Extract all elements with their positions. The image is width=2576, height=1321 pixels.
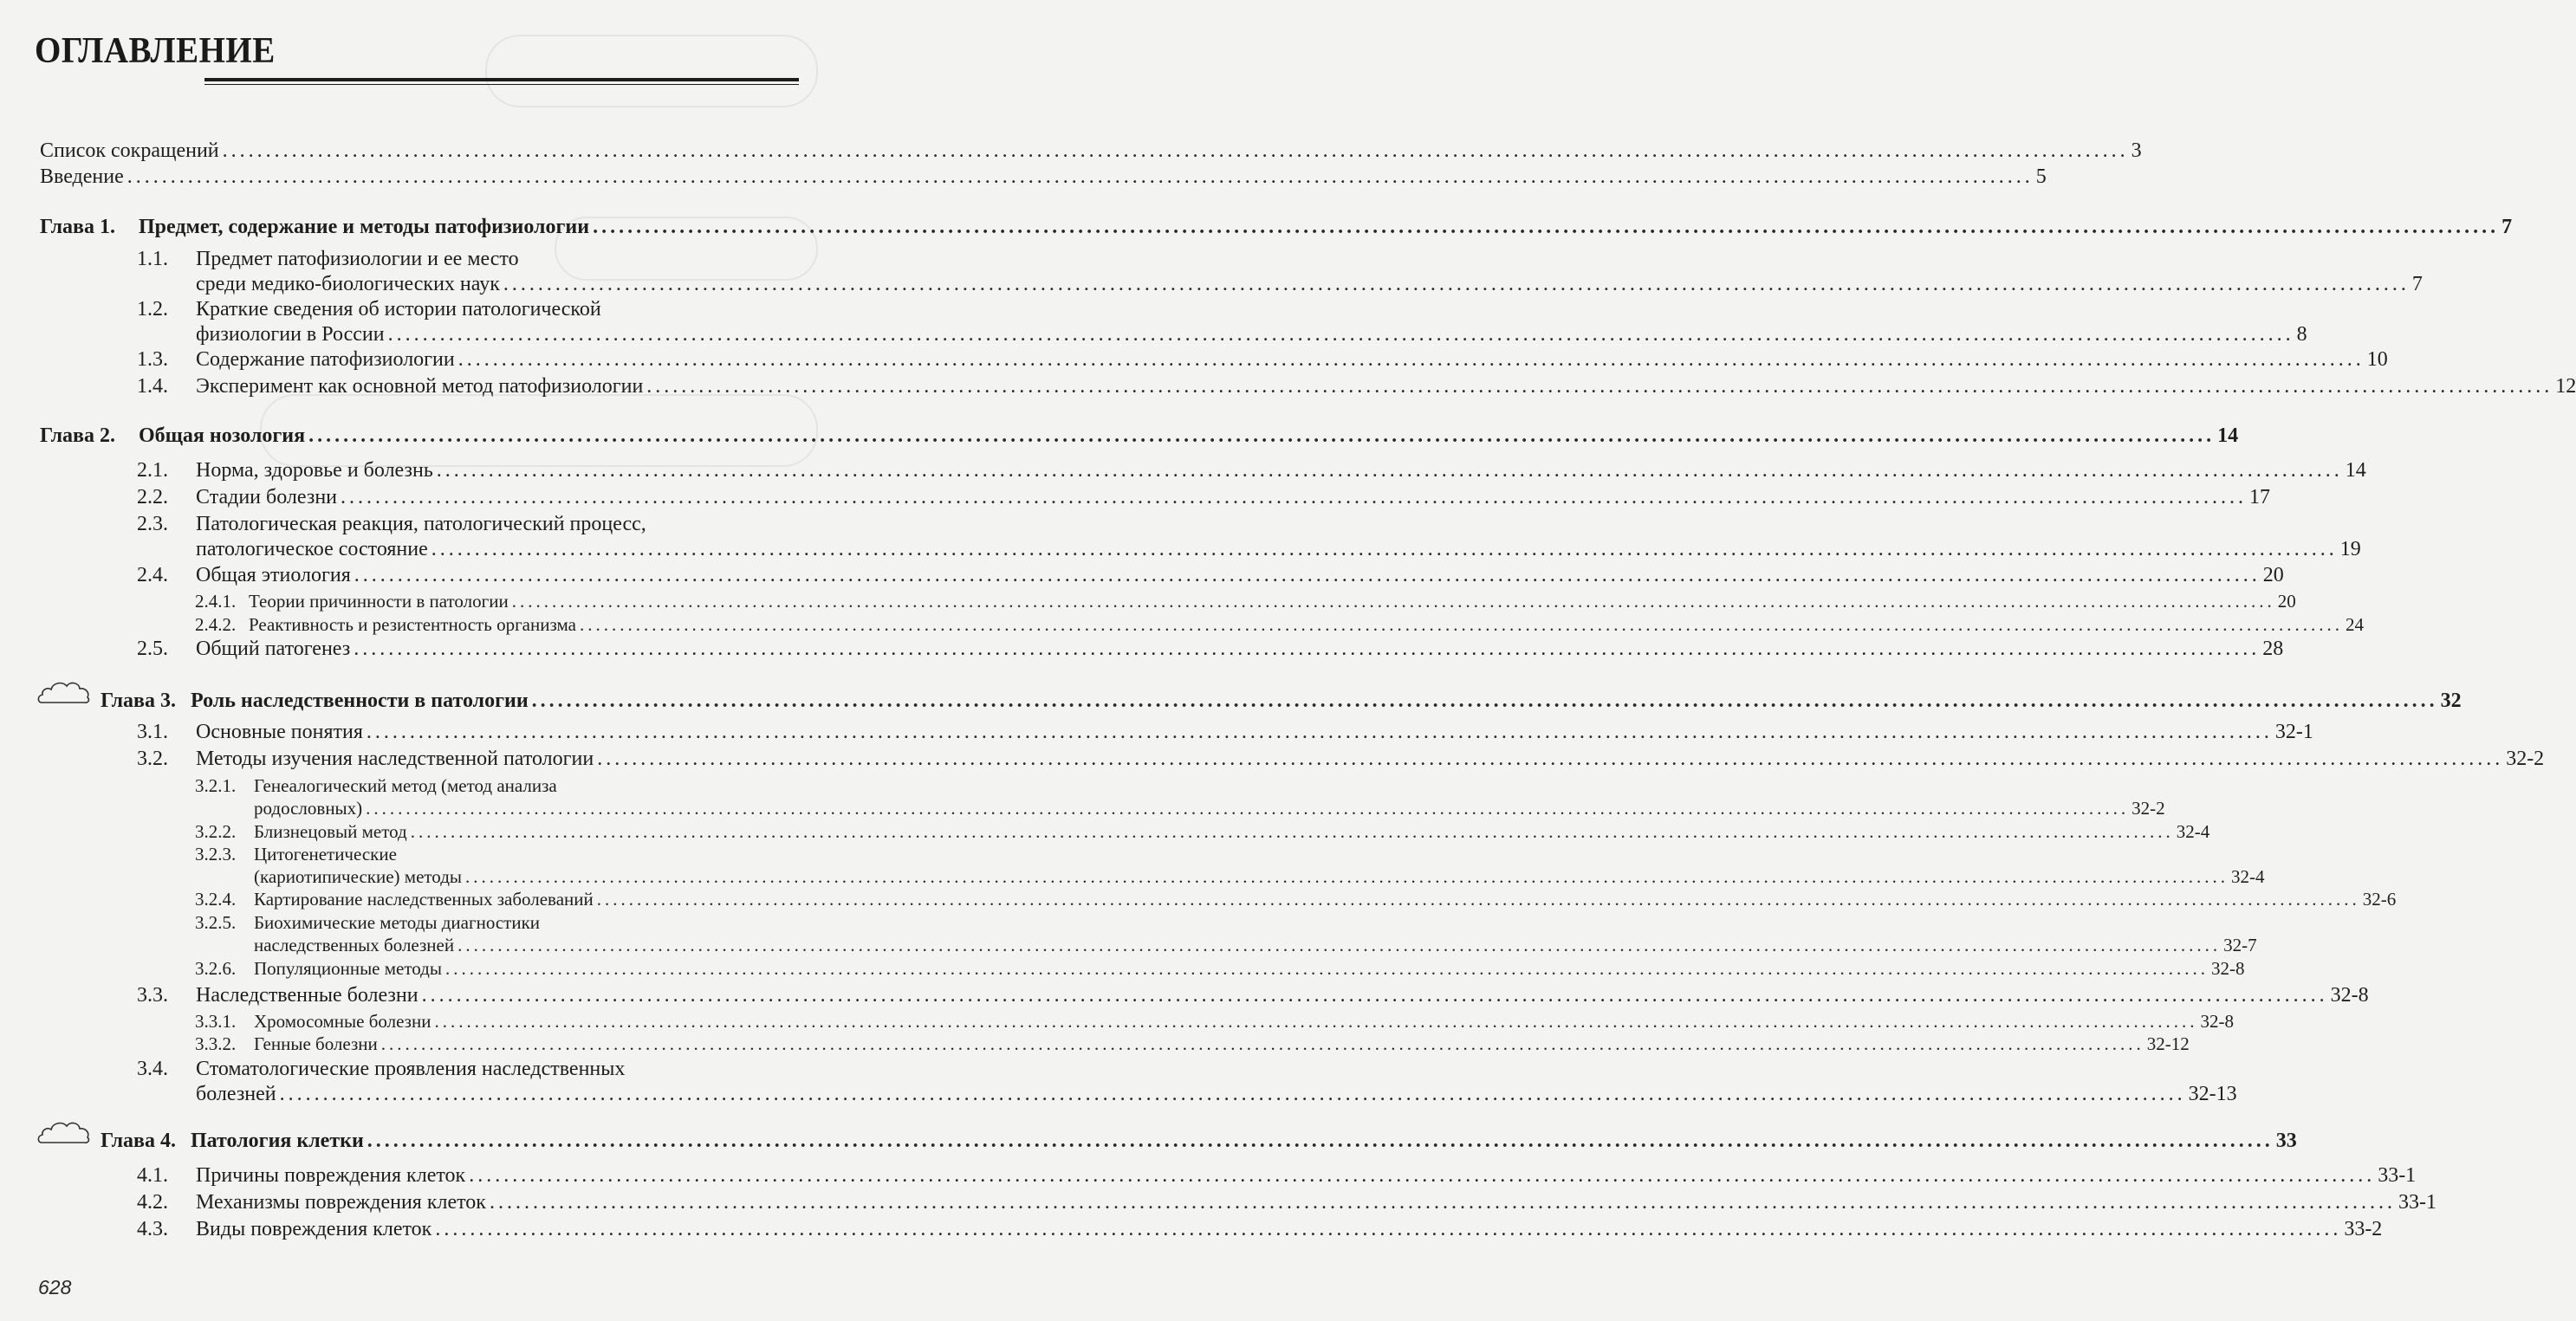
entry-page: 32-6 <box>2362 889 2397 910</box>
entry-title-line <box>196 983 2369 1007</box>
leader-dots: ............................................................................................................................................................................................................................ <box>596 889 2360 910</box>
entry-title-continuation: родословных) <box>254 798 363 819</box>
section-number: 4.2. <box>137 1191 168 1214</box>
entry-page: 5 <box>2035 165 2047 188</box>
section-number: 3.2.6. <box>195 958 237 979</box>
entry-title: Общая этиология <box>196 564 351 586</box>
entry-title-line <box>196 1217 2383 1241</box>
entry-title: Методы изучения наследственной патологии <box>196 748 594 770</box>
chapter-label: Глава 3. <box>101 690 176 712</box>
entry-page: 32-12 <box>2146 1033 2190 1054</box>
chapter-label: Глава 4. <box>101 1130 176 1152</box>
toc-entry[interactable] <box>0 1055 829 1081</box>
entry-page: 3 <box>2131 139 2142 162</box>
entry-title: Генные болезни <box>254 1033 378 1054</box>
leader-dots: ............................................................................................................................................................................................................................ <box>464 866 2229 887</box>
entry-page: 32-8 <box>2200 1011 2234 1032</box>
toc-entry-continuation <box>0 864 2265 888</box>
leader-dots: ............................................................................................................................................................................................................................ <box>579 614 2343 635</box>
toc-entry[interactable] <box>0 483 2271 509</box>
leader-dots: ............................................................................................................................................................................................................................ <box>434 1011 2198 1032</box>
section-number: 3.2.2. <box>195 821 237 842</box>
toc-entry[interactable] <box>0 956 2245 980</box>
entry-title: Список сокращений <box>40 139 219 162</box>
toc-entry[interactable] <box>0 245 829 271</box>
leader-dots: ............................................................................................................................................................................................................................ <box>366 721 2273 743</box>
entry-title-continuation: наследственных болезней <box>254 935 455 955</box>
entry-title-line <box>254 935 2257 956</box>
entry-page: 32-2 <box>2506 748 2545 770</box>
entry-title-line <box>254 866 2265 888</box>
toc-entry-continuation <box>0 796 2165 819</box>
entry-title: Цитогенетические <box>254 844 397 864</box>
entry-title: Общий патогенез <box>196 638 351 660</box>
section-number: 3.2.4. <box>195 889 237 910</box>
entry-title-continuation: физиологии в России <box>196 323 385 346</box>
entry-page: 7 <box>2501 216 2513 238</box>
entry-title-line <box>196 720 2313 744</box>
entry-title: Генеалогический метод (метод анализа <box>254 775 557 796</box>
entry-title: Патология клетки <box>191 1130 364 1152</box>
section-number: 2.4.1. <box>195 591 237 612</box>
toc-entry[interactable] <box>0 718 2313 744</box>
toc-entry-continuation <box>0 1080 2237 1106</box>
toc-entry[interactable] <box>0 612 2364 636</box>
toc-entry[interactable] <box>0 842 829 865</box>
entry-title-line <box>196 537 2361 561</box>
entry-title: Предмет патофизиологии и ее место <box>196 248 519 270</box>
entry-page: 32-8 <box>2210 958 2245 979</box>
toc-entry[interactable] <box>0 1215 2383 1241</box>
entry-title: Стоматологические проявления наследственных <box>196 1058 626 1080</box>
entry-page: 10 <box>2366 348 2388 371</box>
entry-title-continuation: среди медико-биологических наук <box>196 273 500 295</box>
leader-dots: ............................................................................................................................................................................................................................ <box>593 216 2500 238</box>
entry-title-line <box>191 1129 2297 1153</box>
toc-entry[interactable] <box>0 163 2047 189</box>
entry-title-line <box>196 1190 2436 1214</box>
entry-title-line <box>254 889 2397 910</box>
leader-dots: ............................................................................................................................................................................................................................ <box>366 798 2130 819</box>
section-number: 2.5. <box>137 638 168 660</box>
entry-title-line <box>196 347 2388 372</box>
entry-page: 19 <box>2339 538 2361 560</box>
section-number: 2.2. <box>137 486 168 508</box>
chapter-entry[interactable] <box>0 422 2239 448</box>
entry-title: Наследственные болезни <box>196 984 419 1007</box>
toc-entry[interactable] <box>0 1032 2190 1055</box>
section-number: 3.4. <box>137 1058 168 1080</box>
leader-dots: ............................................................................................................................................................................................................................ <box>410 821 2174 842</box>
entry-title-continuation: (кариотипические) методы <box>254 866 462 887</box>
entry-title-line <box>139 424 2239 448</box>
entry-title-continuation: болезней <box>196 1083 276 1105</box>
entry-title: Механизмы повреждения клеток <box>196 1191 486 1214</box>
leader-dots: ............................................................................................................................................................................................................................ <box>489 1191 2396 1214</box>
section-number: 1.2. <box>137 298 168 321</box>
entry-title-line <box>139 215 2513 239</box>
entry-page: 14 <box>2345 459 2366 482</box>
entry-title: Хромосомные болезни <box>254 1011 431 1032</box>
leader-dots: ............................................................................................................................................................................................................................ <box>341 486 2248 508</box>
entry-title: Норма, здоровье и болезнь <box>196 459 433 482</box>
entry-page: 33 <box>2275 1130 2297 1152</box>
section-number: 3.3.2. <box>195 1033 237 1054</box>
section-number: 1.3. <box>137 348 168 371</box>
bleed-through-mark <box>485 35 818 107</box>
entry-title-line <box>196 1163 2417 1188</box>
leader-dots: ............................................................................................................................................................................................................................ <box>503 273 2410 295</box>
toc-entry[interactable] <box>0 910 829 934</box>
section-number: 3.2. <box>137 748 168 770</box>
toc-entry[interactable] <box>0 137 2142 163</box>
heading-rule-thin <box>204 84 799 85</box>
chapter-entry[interactable] <box>0 687 2462 713</box>
entry-page: 14 <box>2217 424 2239 447</box>
entry-page: 28 <box>2262 638 2284 660</box>
entry-title: Введение <box>40 165 124 188</box>
entry-title: Реактивность и резистентность организма <box>249 614 576 635</box>
section-number: 1.1. <box>137 248 168 270</box>
entry-title-line <box>196 747 2545 771</box>
toc-entry[interactable] <box>0 510 829 536</box>
entry-title-line <box>254 1011 2234 1033</box>
entry-page: 32-2 <box>2132 798 2165 819</box>
section-number: 4.3. <box>137 1218 168 1240</box>
section-number: 2.4. <box>137 564 168 586</box>
entry-title-line <box>191 689 2462 713</box>
entry-title: Роль наследственности в патологии <box>191 690 529 712</box>
leader-dots: ............................................................................................................................................................................................................................ <box>431 538 2338 560</box>
entry-title-continuation: патологическое состояние <box>196 538 428 560</box>
section-number: 1.4. <box>137 375 168 398</box>
leader-dots: ............................................................................................................................................................................................................................ <box>308 424 2216 447</box>
entry-page: 8 <box>2296 323 2307 346</box>
toc-entry[interactable] <box>0 745 2545 771</box>
leader-dots: ............................................................................................................................................................................................................................ <box>127 165 2034 188</box>
entry-page: 32-13 <box>2188 1083 2237 1105</box>
entry-page: 7 <box>2411 273 2423 295</box>
entry-title: Картирование наследственных заболеваний <box>254 889 594 910</box>
toc-entry[interactable] <box>0 1009 2234 1033</box>
entry-title-line <box>40 165 2047 189</box>
section-number: 3.2.3. <box>195 844 237 864</box>
leader-dots: ............................................................................................................................................................................................................................ <box>646 375 2553 398</box>
entry-title-line <box>40 139 2142 163</box>
entry-title-line <box>196 458 2366 482</box>
entry-title-line <box>254 821 2210 843</box>
chapter-label: Глава 2. <box>40 424 115 447</box>
toc-entry[interactable] <box>0 561 2284 587</box>
leader-dots: ............................................................................................................................................................................................................................ <box>354 564 2261 586</box>
leader-dots: ............................................................................................................................................................................................................................ <box>367 1130 2274 1152</box>
entry-page: 33-2 <box>2344 1218 2383 1240</box>
section-number: 2.3. <box>137 513 168 535</box>
entry-title-line <box>196 637 2284 661</box>
entry-title: Виды повреждения клеток <box>196 1218 432 1240</box>
section-number: 3.3.1. <box>195 1011 237 1032</box>
toc-entry[interactable] <box>0 635 2284 661</box>
entry-title: Стадии болезни <box>196 486 338 508</box>
toc-entry[interactable] <box>0 346 2388 372</box>
toc-entry[interactable] <box>0 457 2366 482</box>
toc-entry[interactable] <box>0 819 2210 843</box>
entry-page: 33-1 <box>2378 1164 2417 1187</box>
entry-title-line <box>249 591 2296 612</box>
entry-title: Эксперимент как основной метод патофизиологии <box>196 375 644 398</box>
entry-page: 32-4 <box>2230 866 2265 887</box>
page-number: 628 <box>38 1276 72 1298</box>
entry-title-line <box>196 1082 2237 1106</box>
entry-title-line <box>196 272 2423 296</box>
leader-dots: ............................................................................................................................................................................................................................ <box>380 1033 2145 1054</box>
heading-rule <box>204 78 799 81</box>
entry-title: Предмет, содержание и методы патофизиологии <box>139 216 590 238</box>
entry-title: Близнецовый метод <box>254 821 407 842</box>
toc-entry-continuation <box>0 321 2307 346</box>
leader-dots: ............................................................................................................................................................................................................................ <box>457 935 2222 955</box>
entry-page: 20 <box>2262 564 2284 586</box>
toc-entry[interactable] <box>0 589 2296 612</box>
leader-dots: ............................................................................................................................................................................................................................ <box>531 690 2438 712</box>
section-number: 2.1. <box>137 459 168 482</box>
entry-page: 24 <box>2345 614 2364 635</box>
entry-title-line <box>254 1033 2190 1055</box>
toc-entry-continuation <box>0 535 2361 561</box>
entry-title: Причины повреждения клеток <box>196 1164 466 1187</box>
section-number: 3.2.5. <box>195 912 237 933</box>
entry-title: Содержание патофизиологии <box>196 348 455 371</box>
section-number: 3.1. <box>137 721 168 743</box>
toc-entry[interactable] <box>0 887 2397 910</box>
entry-title: Биохимические методы диагностики <box>254 912 541 933</box>
toc-entry[interactable] <box>0 295 829 321</box>
entry-title-line <box>254 798 2165 819</box>
entry-page: 33-1 <box>2398 1191 2436 1214</box>
leader-dots: ............................................................................................................................................................................................................................ <box>354 638 2261 660</box>
leader-dots: ............................................................................................................................................................................................................................ <box>421 984 2328 1007</box>
toc-entry-continuation <box>0 933 2257 956</box>
section-number: 2.4.2. <box>195 614 237 635</box>
entry-title: Основные понятия <box>196 721 363 743</box>
entry-page: 17 <box>2249 486 2271 508</box>
section-number: 4.1. <box>137 1164 168 1187</box>
leader-dots: ............................................................................................................................................................................................................................ <box>436 459 2343 482</box>
entry-title-line <box>249 614 2364 636</box>
entry-title-line <box>254 958 2245 980</box>
leader-dots: ............................................................................................................................................................................................................................ <box>435 1218 2342 1240</box>
entry-page: 32-7 <box>2223 935 2257 955</box>
entry-title-line <box>196 563 2284 587</box>
leader-dots: ............................................................................................................................................................................................................................ <box>279 1083 2186 1105</box>
chapter-label: Глава 1. <box>40 216 115 238</box>
entry-page: 12 <box>2555 375 2576 398</box>
toc-entry[interactable] <box>0 372 2576 398</box>
section-number: 3.3. <box>137 984 168 1007</box>
leader-dots: ............................................................................................................................................................................................................................ <box>511 591 2275 612</box>
entry-page: 32-1 <box>2274 721 2313 743</box>
toc-entry[interactable] <box>0 981 2369 1007</box>
leader-dots: ............................................................................................................................................................................................................................ <box>597 748 2504 770</box>
entry-title: Общая нозология <box>139 424 306 447</box>
leader-dots: ............................................................................................................................................................................................................................ <box>222 139 2129 162</box>
toc-entry[interactable] <box>0 1162 2417 1188</box>
entry-page: 20 <box>2277 591 2296 612</box>
toc-entry[interactable] <box>0 774 829 797</box>
leader-dots: ............................................................................................................................................................................................................................ <box>469 1164 2376 1187</box>
chapter-entry[interactable] <box>0 213 2513 239</box>
toc-heading: ОГЛАВЛЕНИЕ <box>35 30 276 71</box>
leader-dots: ............................................................................................................................................................................................................................ <box>387 323 2294 346</box>
entry-page: 32-4 <box>2176 821 2210 842</box>
toc-entry-continuation <box>0 270 2423 296</box>
chapter-entry[interactable] <box>0 1127 2297 1153</box>
entry-page: 32-8 <box>2330 984 2369 1007</box>
section-number: 3.2.1. <box>195 775 237 796</box>
entry-title-line <box>196 322 2307 346</box>
entry-page: 32 <box>2440 690 2462 712</box>
entry-title-line <box>196 485 2271 509</box>
toc-entry[interactable] <box>0 1188 2436 1214</box>
entry-title: Теории причинности в патологии <box>249 591 509 612</box>
entry-title: Краткие сведения об истории патологической <box>196 298 601 321</box>
leader-dots: ............................................................................................................................................................................................................................ <box>444 958 2209 979</box>
entry-title: Патологическая реакция, патологический процесс, <box>196 513 646 535</box>
entry-title-line <box>196 374 2576 398</box>
leader-dots: ............................................................................................................................................................................................................................ <box>457 348 2365 371</box>
entry-title: Популяционные методы <box>254 958 442 979</box>
